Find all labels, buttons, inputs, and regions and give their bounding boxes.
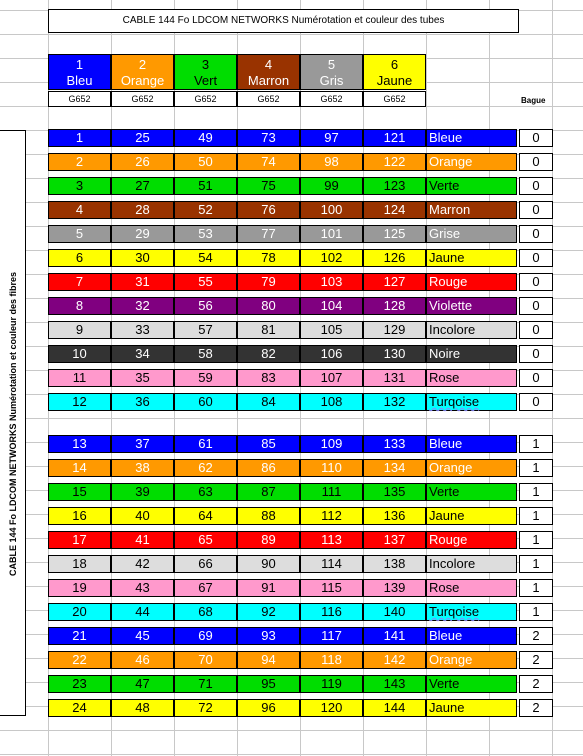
fiber-number-cell: 127 [363,273,426,291]
fiber-number-cell: 74 [237,153,300,171]
fiber-color-name [426,393,517,411]
fiber-number-cell: 88 [237,507,300,525]
fiber-number-cell: 45 [111,627,174,645]
fiber-number-cell: 65 [174,531,237,549]
bague-cell: 1 [519,603,553,621]
tube-header-2 [111,54,174,90]
fiber-number-cell: 27 [111,177,174,195]
bague-cell: 0 [519,369,553,387]
fiber-number-cell: 142 [363,651,426,669]
fiber-color-name [426,249,517,267]
fiber-number-cell: 71 [174,675,237,693]
fiber-number-cell: 92 [237,603,300,621]
fiber-color-name [426,579,517,597]
fiber-number-cell: 79 [237,273,300,291]
tube-number: 1 [75,57,84,72]
fiber-number-cell: 141 [363,627,426,645]
fiber-number-cell: 19 [48,579,111,597]
sheet-title: CABLE 144 Fo LDCOM NETWORKS Numérotation et couleur des tubes [48,9,519,33]
fiber-number-cell: 131 [363,369,426,387]
fiber-color-name [426,675,517,693]
fiber-number-cell: 130 [363,345,426,363]
fiber-number-cell: 38 [111,459,174,477]
fiber-number-cell: 139 [363,579,426,597]
fiber-color-label: Incolore [429,322,476,337]
bague-cell: 0 [519,297,553,315]
fiber-number-cell: 90 [237,555,300,573]
fiber-color-name [426,129,517,147]
bague-cell: 1 [519,459,553,477]
fiber-number-cell: 23 [48,675,111,693]
fiber-color-name [426,507,517,525]
fiber-number-cell: 3 [48,177,111,195]
fiber-number-cell: 64 [174,507,237,525]
tube-header-3 [174,54,237,90]
fiber-number-cell: 107 [300,369,363,387]
fiber-number-cell: 113 [300,531,363,549]
fiber-number-cell: 102 [300,249,363,267]
fiber-number-cell: 93 [237,627,300,645]
fiber-number-cell: 69 [174,627,237,645]
fiber-number-cell: 87 [237,483,300,501]
fiber-color-name [426,459,517,477]
fiber-number-cell: 21 [48,627,111,645]
fiber-number-cell: 40 [111,507,174,525]
fiber-color-label: Turqoise [429,604,480,619]
fiber-color-label: Rose [429,370,460,385]
fiber-color-name [426,483,517,501]
bague-cell: 1 [519,435,553,453]
fiber-color-label: Orange [429,460,473,475]
bague-cell: 2 [519,651,553,669]
fiber-color-label: Verte [429,484,460,499]
fiber-color-label: Rouge [429,274,468,289]
fiber-number-cell: 136 [363,507,426,525]
fiber-number-cell: 47 [111,675,174,693]
fiber-number-cell: 80 [237,297,300,315]
fiber-color-name [426,555,517,573]
fiber-number-cell: 138 [363,555,426,573]
fiber-number-cell: 118 [300,651,363,669]
fiber-number-cell: 17 [48,531,111,549]
fiber-number-cell: 66 [174,555,237,573]
tube-color-name: Orange [120,73,165,88]
tube-header-4 [237,54,300,90]
fiber-number-cell: 77 [237,225,300,243]
fiber-number-cell: 128 [363,297,426,315]
fiber-number-cell: 49 [174,129,237,147]
fiber-number-cell: 121 [363,129,426,147]
bague-cell: 0 [519,201,553,219]
tube-color-name: Jaune [376,73,413,88]
tube-fiber-type: G652 [174,91,237,107]
fiber-number-cell: 6 [48,249,111,267]
fiber-color-name [426,531,517,549]
fiber-number-cell: 144 [363,699,426,717]
fiber-number-cell: 101 [300,225,363,243]
fiber-number-cell: 42 [111,555,174,573]
fiber-color-name [426,321,517,339]
bague-cell: 0 [519,249,553,267]
fiber-number-cell: 20 [48,603,111,621]
fiber-number-cell: 13 [48,435,111,453]
fiber-color-label: Noire [429,346,461,361]
tube-color-name: Bleu [66,73,93,88]
side-label-cell [0,130,26,716]
fiber-number-cell: 105 [300,321,363,339]
fiber-number-cell: 91 [237,579,300,597]
fiber-number-cell: 5 [48,225,111,243]
bague-cell: 2 [519,627,553,645]
fiber-color-name [426,699,517,717]
fiber-number-cell: 120 [300,699,363,717]
fiber-number-cell: 123 [363,177,426,195]
fiber-number-cell: 125 [363,225,426,243]
fiber-color-label: Bleue [429,436,463,451]
tube-number: 2 [138,57,147,72]
fiber-number-cell: 134 [363,459,426,477]
fiber-color-name [426,297,517,315]
tube-number: 5 [327,57,336,72]
fiber-color-name [426,369,517,387]
fiber-number-cell: 84 [237,393,300,411]
fiber-number-cell: 50 [174,153,237,171]
fiber-number-cell: 1 [48,129,111,147]
fiber-number-cell: 114 [300,555,363,573]
fiber-number-cell: 70 [174,651,237,669]
fiber-number-cell: 94 [237,651,300,669]
fiber-number-cell: 30 [111,249,174,267]
tube-header-6 [363,54,426,90]
fiber-number-cell: 89 [237,531,300,549]
fiber-number-cell: 58 [174,345,237,363]
fiber-number-cell: 11 [48,369,111,387]
fiber-number-cell: 132 [363,393,426,411]
fiber-number-cell: 31 [111,273,174,291]
fiber-number-cell: 117 [300,627,363,645]
fiber-color-label: Grise [429,226,461,241]
fiber-number-cell: 104 [300,297,363,315]
tube-fiber-type: G652 [111,91,174,107]
bague-cell: 0 [519,321,553,339]
fiber-number-cell: 22 [48,651,111,669]
fiber-number-cell: 98 [300,153,363,171]
fiber-number-cell: 9 [48,321,111,339]
fiber-color-name [426,273,517,291]
fiber-number-cell: 95 [237,675,300,693]
fiber-color-name [426,345,517,363]
fiber-number-cell: 56 [174,297,237,315]
fiber-color-name [426,153,517,171]
bague-cell: 0 [519,225,553,243]
fiber-number-cell: 81 [237,321,300,339]
fiber-number-cell: 39 [111,483,174,501]
fiber-number-cell: 55 [174,273,237,291]
tube-number: 4 [264,57,273,72]
fiber-number-cell: 97 [300,129,363,147]
fiber-number-cell: 143 [363,675,426,693]
fiber-color-label: Bleue [429,628,463,643]
fiber-number-cell: 86 [237,459,300,477]
fiber-number-cell: 53 [174,225,237,243]
fiber-number-cell: 112 [300,507,363,525]
fiber-number-cell: 26 [111,153,174,171]
fiber-number-cell: 7 [48,273,111,291]
bague-cell: 1 [519,531,553,549]
fiber-number-cell: 29 [111,225,174,243]
fiber-color-label: Incolore [429,556,476,571]
fiber-number-cell: 129 [363,321,426,339]
fiber-number-cell: 46 [111,651,174,669]
tube-number: 6 [390,57,399,72]
fiber-number-cell: 2 [48,153,111,171]
bague-cell: 0 [519,153,553,171]
fiber-number-cell: 63 [174,483,237,501]
fiber-number-cell: 109 [300,435,363,453]
fiber-number-cell: 124 [363,201,426,219]
fiber-number-cell: 44 [111,603,174,621]
fiber-color-label: Turqoise [429,394,480,409]
bague-column-header: Bague [521,96,546,105]
fiber-number-cell: 99 [300,177,363,195]
fiber-color-label: Bleue [429,130,463,145]
fiber-color-name [426,225,517,243]
fiber-number-cell: 16 [48,507,111,525]
fiber-color-label: Jaune [429,700,465,715]
fiber-number-cell: 32 [111,297,174,315]
fiber-number-cell: 15 [48,483,111,501]
fiber-color-name [426,603,517,621]
fiber-number-cell: 60 [174,393,237,411]
bague-cell: 1 [519,579,553,597]
fiber-number-cell: 119 [300,675,363,693]
fiber-number-cell: 67 [174,579,237,597]
fiber-number-cell: 14 [48,459,111,477]
fiber-number-cell: 135 [363,483,426,501]
fiber-color-label: Verte [429,676,460,691]
fiber-number-cell: 111 [300,483,363,501]
fiber-number-cell: 116 [300,603,363,621]
bague-cell: 0 [519,393,553,411]
fiber-number-cell: 51 [174,177,237,195]
tube-color-name: Vert [193,73,218,88]
fiber-number-cell: 24 [48,699,111,717]
fiber-color-label: Jaune [429,508,465,523]
fiber-number-cell: 28 [111,201,174,219]
tube-fiber-type: G652 [48,91,111,107]
fiber-number-cell: 133 [363,435,426,453]
fiber-color-name [426,177,517,195]
bague-cell: 1 [519,483,553,501]
bague-cell: 0 [519,273,553,291]
fiber-number-cell: 76 [237,201,300,219]
fiber-number-cell: 35 [111,369,174,387]
bague-cell: 2 [519,675,553,693]
fiber-number-cell: 106 [300,345,363,363]
fiber-number-cell: 115 [300,579,363,597]
tube-color-name: Gris [319,73,344,88]
bague-cell: 2 [519,699,553,717]
fiber-number-cell: 57 [174,321,237,339]
bague-cell: 1 [519,555,553,573]
fiber-number-cell: 62 [174,459,237,477]
fiber-color-label: Rouge [429,532,468,547]
fiber-color-label: Jaune [429,250,465,265]
tube-color-name: Marron [247,73,290,88]
fiber-number-cell: 61 [174,435,237,453]
fiber-color-label: Verte [429,178,460,193]
fiber-number-cell: 140 [363,603,426,621]
tube-fiber-type: G652 [237,91,300,107]
fiber-number-cell: 103 [300,273,363,291]
tube-header-1 [48,54,111,90]
tube-fiber-type: G652 [300,91,363,107]
bague-cell: 1 [519,507,553,525]
fiber-number-cell: 108 [300,393,363,411]
fiber-color-name [426,627,517,645]
fiber-number-cell: 43 [111,579,174,597]
fiber-number-cell: 73 [237,129,300,147]
fiber-number-cell: 137 [363,531,426,549]
fiber-number-cell: 33 [111,321,174,339]
fiber-number-cell: 54 [174,249,237,267]
bague-cell: 0 [519,345,553,363]
tube-number: 3 [201,57,210,72]
fiber-number-cell: 78 [237,249,300,267]
fiber-number-cell: 48 [111,699,174,717]
fiber-number-cell: 96 [237,699,300,717]
fiber-number-cell: 10 [48,345,111,363]
fiber-number-cell: 126 [363,249,426,267]
fiber-number-cell: 72 [174,699,237,717]
fiber-number-cell: 122 [363,153,426,171]
fiber-number-cell: 82 [237,345,300,363]
fiber-number-cell: 25 [111,129,174,147]
fiber-number-cell: 59 [174,369,237,387]
fiber-number-cell: 4 [48,201,111,219]
fiber-number-cell: 68 [174,603,237,621]
fiber-number-cell: 52 [174,201,237,219]
fiber-color-name [426,201,517,219]
bague-cell: 0 [519,177,553,195]
tube-header-5 [300,54,363,90]
fiber-number-cell: 18 [48,555,111,573]
fiber-number-cell: 36 [111,393,174,411]
fiber-color-label: Rose [429,580,460,595]
tube-fiber-type: G652 [363,91,426,107]
fiber-number-cell: 41 [111,531,174,549]
fiber-number-cell: 85 [237,435,300,453]
fiber-number-cell: 100 [300,201,363,219]
bague-cell: 0 [519,129,553,147]
fiber-number-cell: 110 [300,459,363,477]
side-label: CABLE 144 Fo LDCOM NETWORKS Numérotation et couleur des fibres [8,271,18,577]
fiber-number-cell: 37 [111,435,174,453]
fiber-number-cell: 8 [48,297,111,315]
fiber-number-cell: 12 [48,393,111,411]
fiber-color-label: Marron [429,202,471,217]
fiber-number-cell: 83 [237,369,300,387]
fiber-number-cell: 34 [111,345,174,363]
fiber-number-cell: 75 [237,177,300,195]
fiber-color-label: Orange [429,652,473,667]
fiber-color-label: Violette [429,298,473,313]
fiber-color-name [426,435,517,453]
fiber-color-label: Orange [429,154,473,169]
fiber-color-name [426,651,517,669]
